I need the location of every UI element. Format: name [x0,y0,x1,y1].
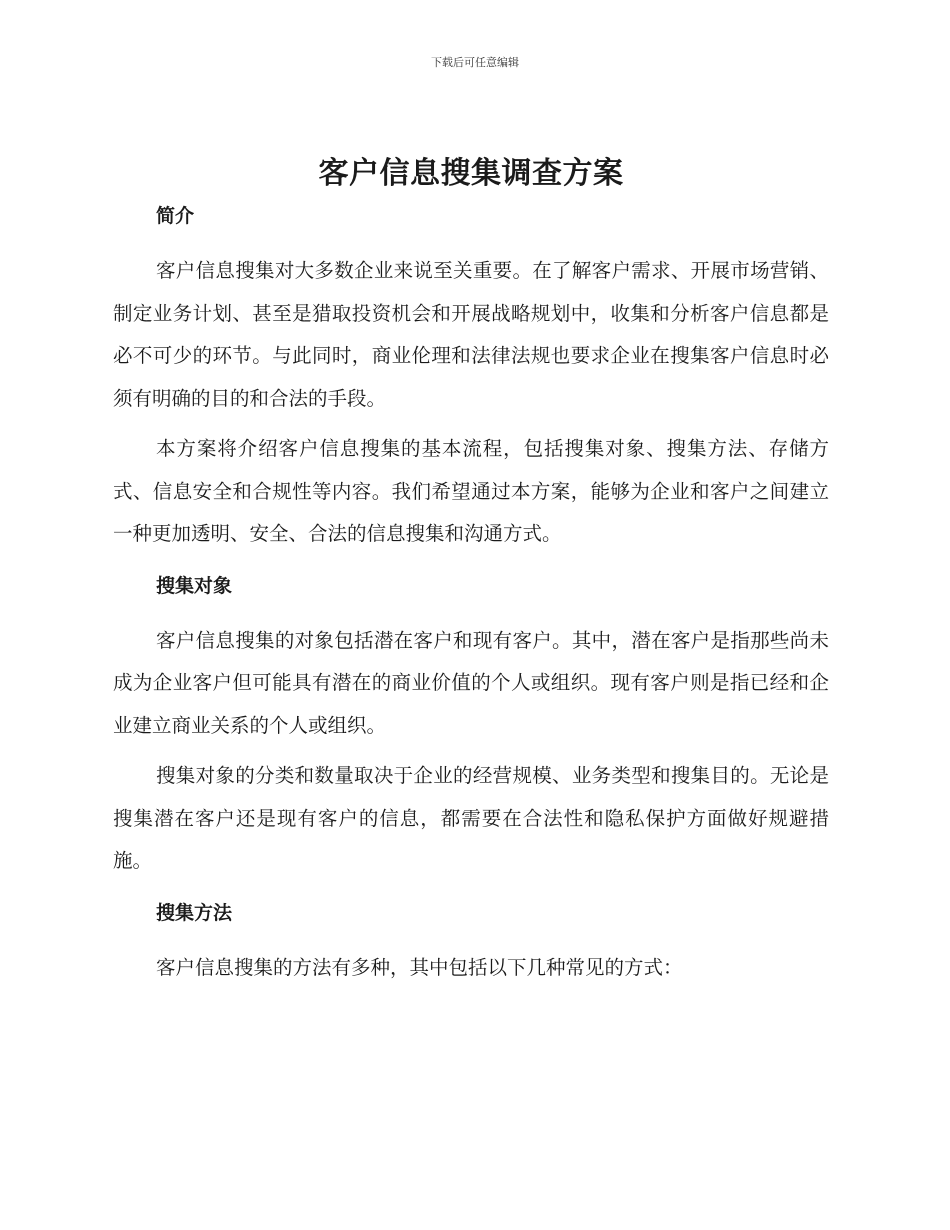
section-methods [113,899,829,990]
section-heading: 搜集方法 [156,901,233,924]
paragraph: 搜集对象的分类和数量取决于企业的经营规模、业务类型和搜集目的。无论是搜集潜在客户还是现有客户的信息，都需要在合法性和隐私保护方面做好规避措施。 [113,764,829,872]
section-intro [113,202,829,556]
section-targets [113,572,829,883]
paragraph: 客户信息搜集对大多数企业来说至关重要。在了解客户需求、开展市场营销、制定业务计划、甚至是猎取投资机会和开展战略规划中，收集和分析客户信息都是必不可少的环节。与此同时，商业伦理和法律法规也要求企业在搜集客户信息时必须有明确的目的和合法的手段。 [113,259,829,410]
paragraph: 客户信息搜集的方法有多种，其中包括以下几种常见的方式： [156,955,683,979]
section-heading: 简介 [156,205,195,227]
section-heading: 搜集对象 [156,574,233,597]
paragraph: 客户信息搜集的对象包括潜在客户和现有客户。其中，潜在客户是指那些尚未成为企业客户但可能具有潜在的商业价值的个人或组织。现有客户则是指已经和企业建立商业关系的个人或组织。 [113,628,829,737]
document-body [113,150,829,989]
page-header-note: 下载后可任意编辑 [431,56,519,69]
document-title: 客户信息搜集调查方案 [318,156,624,191]
paragraph: 本方案将介绍客户信息搜集的基本流程，包括搜集对象、搜集方法、存储方式、信息安全和合规性等内容。我们希望通过本方案，能够为企业和客户之间建立一种更加透明、安全、合法的信息搜集和沟通方式。 [113,437,829,545]
